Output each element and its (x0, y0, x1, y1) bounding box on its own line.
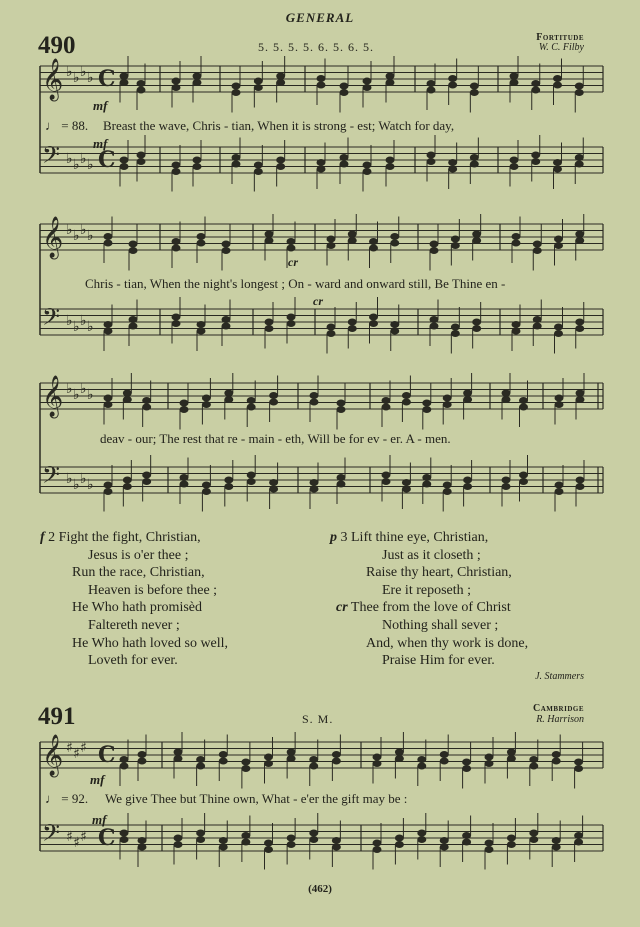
lyrics-490-line-3: deav - our; The rest that re - main - eth, Will be for ev - er. A - men. (100, 431, 451, 446)
svg-text:𝄞: 𝄞 (42, 376, 64, 417)
verse-3 (330, 529, 528, 670)
hymn-490-author: J. Stammers (535, 671, 584, 682)
svg-text:C: C (98, 147, 116, 173)
verse-3-line: Just as it closeth ; (382, 547, 481, 563)
tempo-marking-490: ♩ = 88. (45, 118, 89, 133)
verse-3-dynamic: p (330, 530, 337, 545)
svg-text:C: C (98, 66, 116, 92)
svg-text:♭: ♭ (66, 222, 73, 238)
svg-text:♭: ♭ (87, 387, 94, 403)
page-number: (462) (308, 883, 332, 895)
svg-text:♭: ♭ (80, 151, 87, 167)
hymn-491-meter: S. M. (302, 712, 334, 726)
svg-text:♭: ♭ (80, 313, 87, 329)
dynamic-mf-bass-491: mf (92, 812, 107, 827)
svg-text:♭: ♭ (73, 477, 80, 493)
svg-text:♭: ♭ (80, 222, 87, 238)
svg-text:♭: ♭ (73, 228, 80, 244)
verse-3-line: Praise Him for ever. (382, 653, 495, 669)
svg-text:♭: ♭ (87, 70, 94, 86)
crescendo-mark-1: cr (288, 255, 298, 269)
svg-text:𝄢: 𝄢 (42, 461, 61, 494)
dynamic-mf-treble-490: mf (93, 98, 108, 113)
verse-3-line: Nothing shall sever ; (382, 617, 499, 633)
svg-text:♭: ♭ (66, 381, 73, 397)
svg-text:♯: ♯ (73, 835, 80, 851)
svg-text:𝄢: 𝄢 (42, 141, 61, 174)
verse-3-line: Lift thine eye, Christian, (351, 530, 489, 545)
svg-text:♭: ♭ (80, 64, 87, 80)
dynamic-mf-bass-490: mf (93, 136, 108, 151)
svg-text:♭: ♭ (73, 70, 80, 86)
lyrics-490-line-1: Breast the wave, Chris - tian, When it is strong - est; Watch for day, (103, 118, 455, 133)
verse-3-line: Thee from the love of Christ (350, 600, 511, 616)
verse-2-line: Run the race, Christian, (72, 565, 205, 581)
svg-text:♯: ♯ (80, 829, 87, 845)
verse-3-line: Ere it reposeth ; (382, 582, 472, 598)
svg-text:C: C (98, 742, 116, 768)
verse-2-line: Loveth for ever. (88, 653, 178, 669)
verse-3-number: 3 (340, 530, 348, 545)
hymn-491-tune-name: Cambridge (532, 703, 584, 714)
verse-2-line: He Who hath loved so well, (72, 635, 229, 651)
verse-3-line: Raise thy heart, Christian, (366, 565, 512, 581)
hymn-number-491: 491 (38, 703, 76, 730)
verse-2-line: He Who hath promisèd (72, 600, 202, 616)
tempo-marking-491: ♩ = 92. (45, 791, 89, 806)
svg-text:♭: ♭ (73, 157, 80, 173)
svg-text:♭: ♭ (80, 381, 87, 397)
svg-text:♭: ♭ (87, 319, 94, 335)
verse-2-number: 2 (48, 530, 56, 545)
verse-2-line: Fight the fight, Christian, (58, 530, 201, 545)
hymn-490-meter: 5. 5. 5. 5. 6. 5. 6. 5. (258, 40, 374, 54)
svg-text:♯: ♯ (66, 829, 73, 845)
hymn-490-composer: W. C. Filby (538, 42, 584, 53)
svg-text:𝄢: 𝄢 (42, 303, 61, 336)
svg-text:♭: ♭ (73, 387, 80, 403)
hymn-491-composer: R. Harrison (536, 714, 584, 725)
svg-text:♭: ♭ (66, 151, 73, 167)
verse-2 (40, 529, 228, 670)
svg-text:𝄢: 𝄢 (42, 819, 61, 852)
svg-text:C: C (98, 825, 116, 851)
hymn-number-490: 490 (38, 32, 76, 59)
verse-2-dynamic: f (40, 530, 45, 545)
svg-text:♭: ♭ (73, 319, 80, 335)
svg-text:♭: ♭ (66, 313, 73, 329)
verse-2-line: Jesus is o'er thee ; (88, 547, 189, 563)
verse-2-line: Faltereth never ; (88, 617, 180, 633)
hymn-490-tune-name: Fortitude (536, 32, 584, 43)
svg-text:♯: ♯ (80, 740, 87, 756)
verse-3-line: And, when thy work is done, (366, 635, 529, 651)
svg-text:♯: ♯ (66, 740, 73, 756)
crescendo-mark-2: cr (313, 294, 323, 308)
svg-text:♯: ♯ (73, 746, 80, 762)
section-header: GENERAL (285, 10, 355, 25)
svg-text:♭: ♭ (87, 477, 94, 493)
lyrics-491-line-1: We give Thee but Thine own, What - e'er the gift may be : (105, 791, 408, 806)
svg-text:𝄞: 𝄞 (42, 59, 64, 100)
verse-3-cr: cr (336, 600, 348, 616)
svg-text:𝄞: 𝄞 (42, 735, 64, 776)
dynamic-mf-treble-491: mf (90, 772, 105, 787)
svg-text:♭: ♭ (87, 228, 94, 244)
svg-text:♭: ♭ (66, 64, 73, 80)
lyrics-490-line-2: Chris - tian, When the night's longest ; On - ward and onward still, Be Thine en - (85, 276, 506, 291)
svg-text:♭: ♭ (87, 157, 94, 173)
svg-text:♭: ♭ (80, 471, 87, 487)
svg-text:♭: ♭ (66, 471, 73, 487)
verse-2-line: Heaven is before thee ; (88, 582, 218, 598)
svg-text:𝄞: 𝄞 (42, 217, 64, 258)
